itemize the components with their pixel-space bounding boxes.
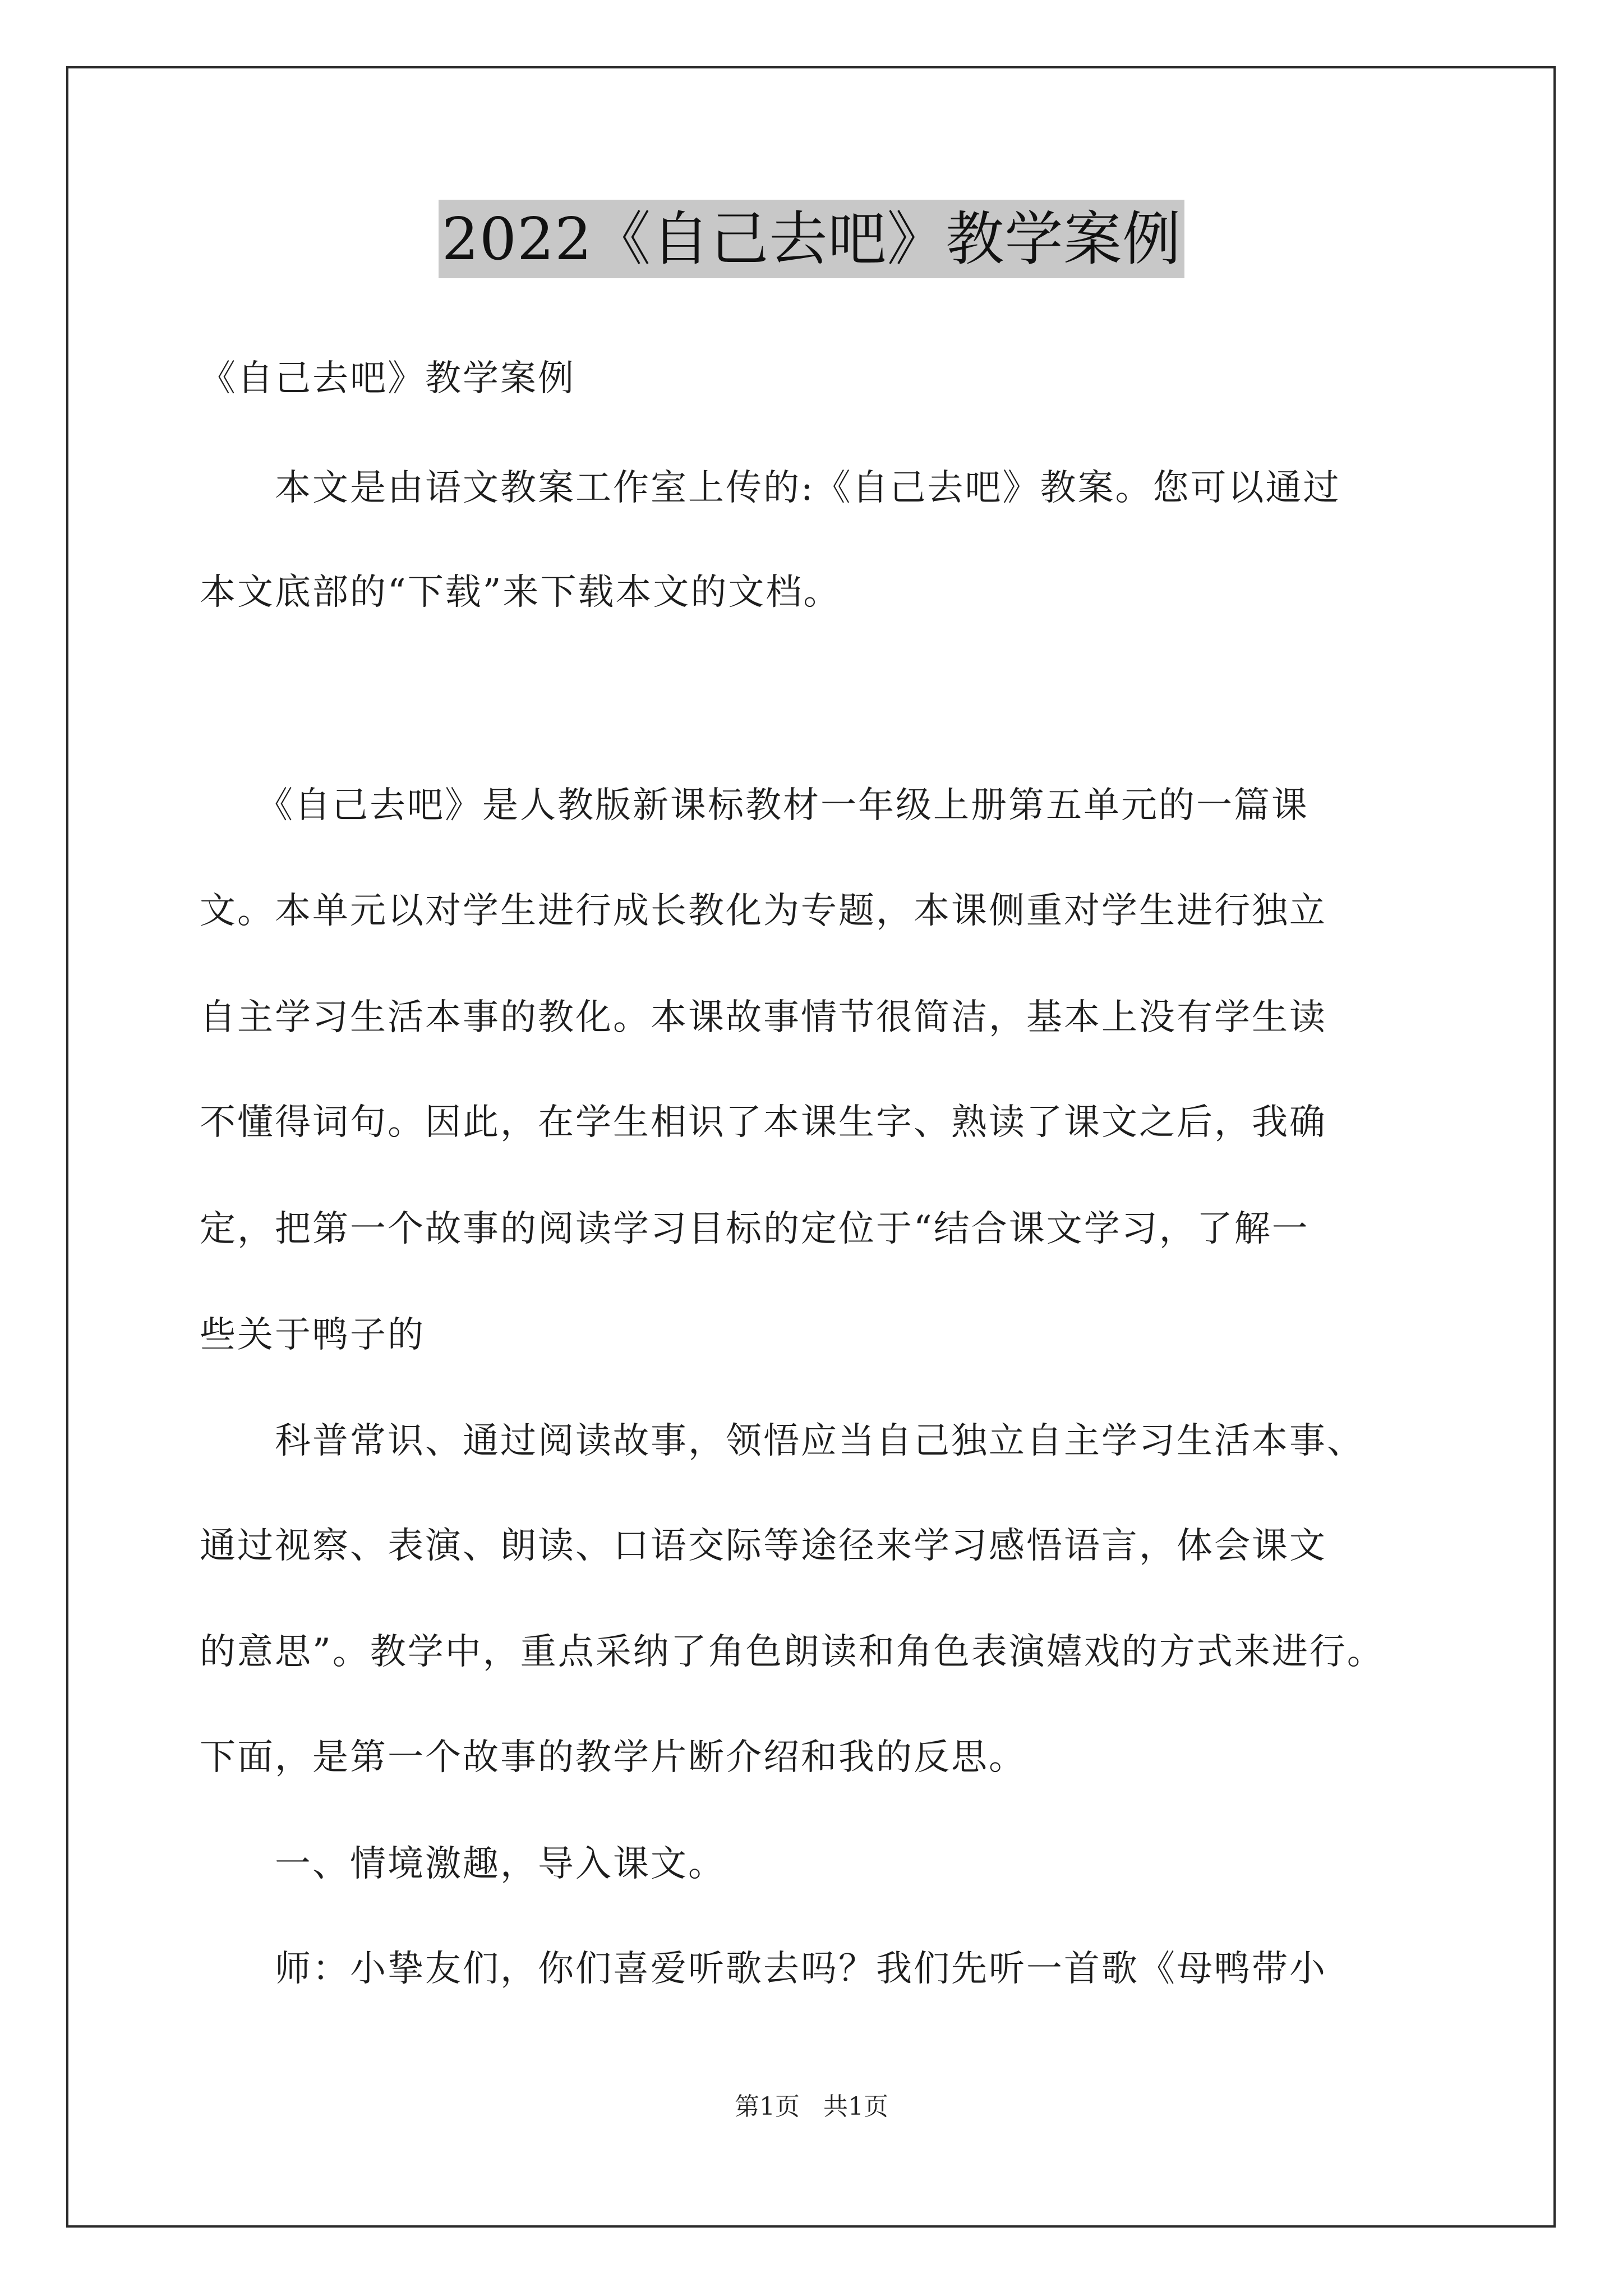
paragraph-line: 《自己去吧》是人教版新课标教材一年级上册第五单元的一篇课 xyxy=(200,785,1309,826)
paragraph-line: 通过视察、表演、朗读、口语交际等途径来学习感悟语言，体会课文 xyxy=(200,1525,1327,1567)
document-title: 2022《自己去吧》教学案例 xyxy=(439,200,1185,278)
paragraph-line: 《自己去吧》教学案例 xyxy=(200,358,575,399)
page-number: 第1页 xyxy=(735,2092,800,2121)
paragraph-line: 一、情境激趣，导入课文。 xyxy=(200,1843,726,1885)
paragraph-line: 不懂得词句。因此，在学生相识了本课生字、熟读了课文之后，我确 xyxy=(200,1102,1327,1143)
paragraph-line: 的意思”。教学中，重点采纳了角色朗读和角色表演嬉戏的方式来进行。 xyxy=(200,1631,1385,1673)
paragraph-line: 本文底部的“下载”来下载本文的文档。 xyxy=(200,572,841,613)
paragraph-line: 下面，是第一个故事的教学片断介绍和我的反思。 xyxy=(200,1737,1026,1778)
paragraph-line: 文。本单元以对学生进行成长教化为专题，本课侧重对学生进行独立 xyxy=(200,890,1327,932)
title-container xyxy=(0,200,1623,278)
paragraph-line: 定，把第一个故事的阅读学习目标的定位于“结合课文学习，了解一 xyxy=(200,1208,1310,1250)
paragraph-line: 师：小挚友们，你们喜爱听歌去吗？我们先听一首歌《母鸭带小 xyxy=(200,1948,1327,1990)
paragraph-line: 些关于鸭子的 xyxy=(200,1314,425,1356)
page-total: 共1页 xyxy=(823,2092,888,2121)
page-footer xyxy=(0,2090,1623,2124)
paragraph-line: 科普常识、通过阅读故事，领悟应当自己独立自主学习生活本事、 xyxy=(200,1420,1364,1462)
paragraph-line: 自主学习生活本事的教化。本课故事情节很简洁，基本上没有学生读 xyxy=(200,997,1327,1038)
paragraph-line: 本文是由语文教案工作室上传的:《自己去吧》教案。您可以通过 xyxy=(200,467,1341,509)
